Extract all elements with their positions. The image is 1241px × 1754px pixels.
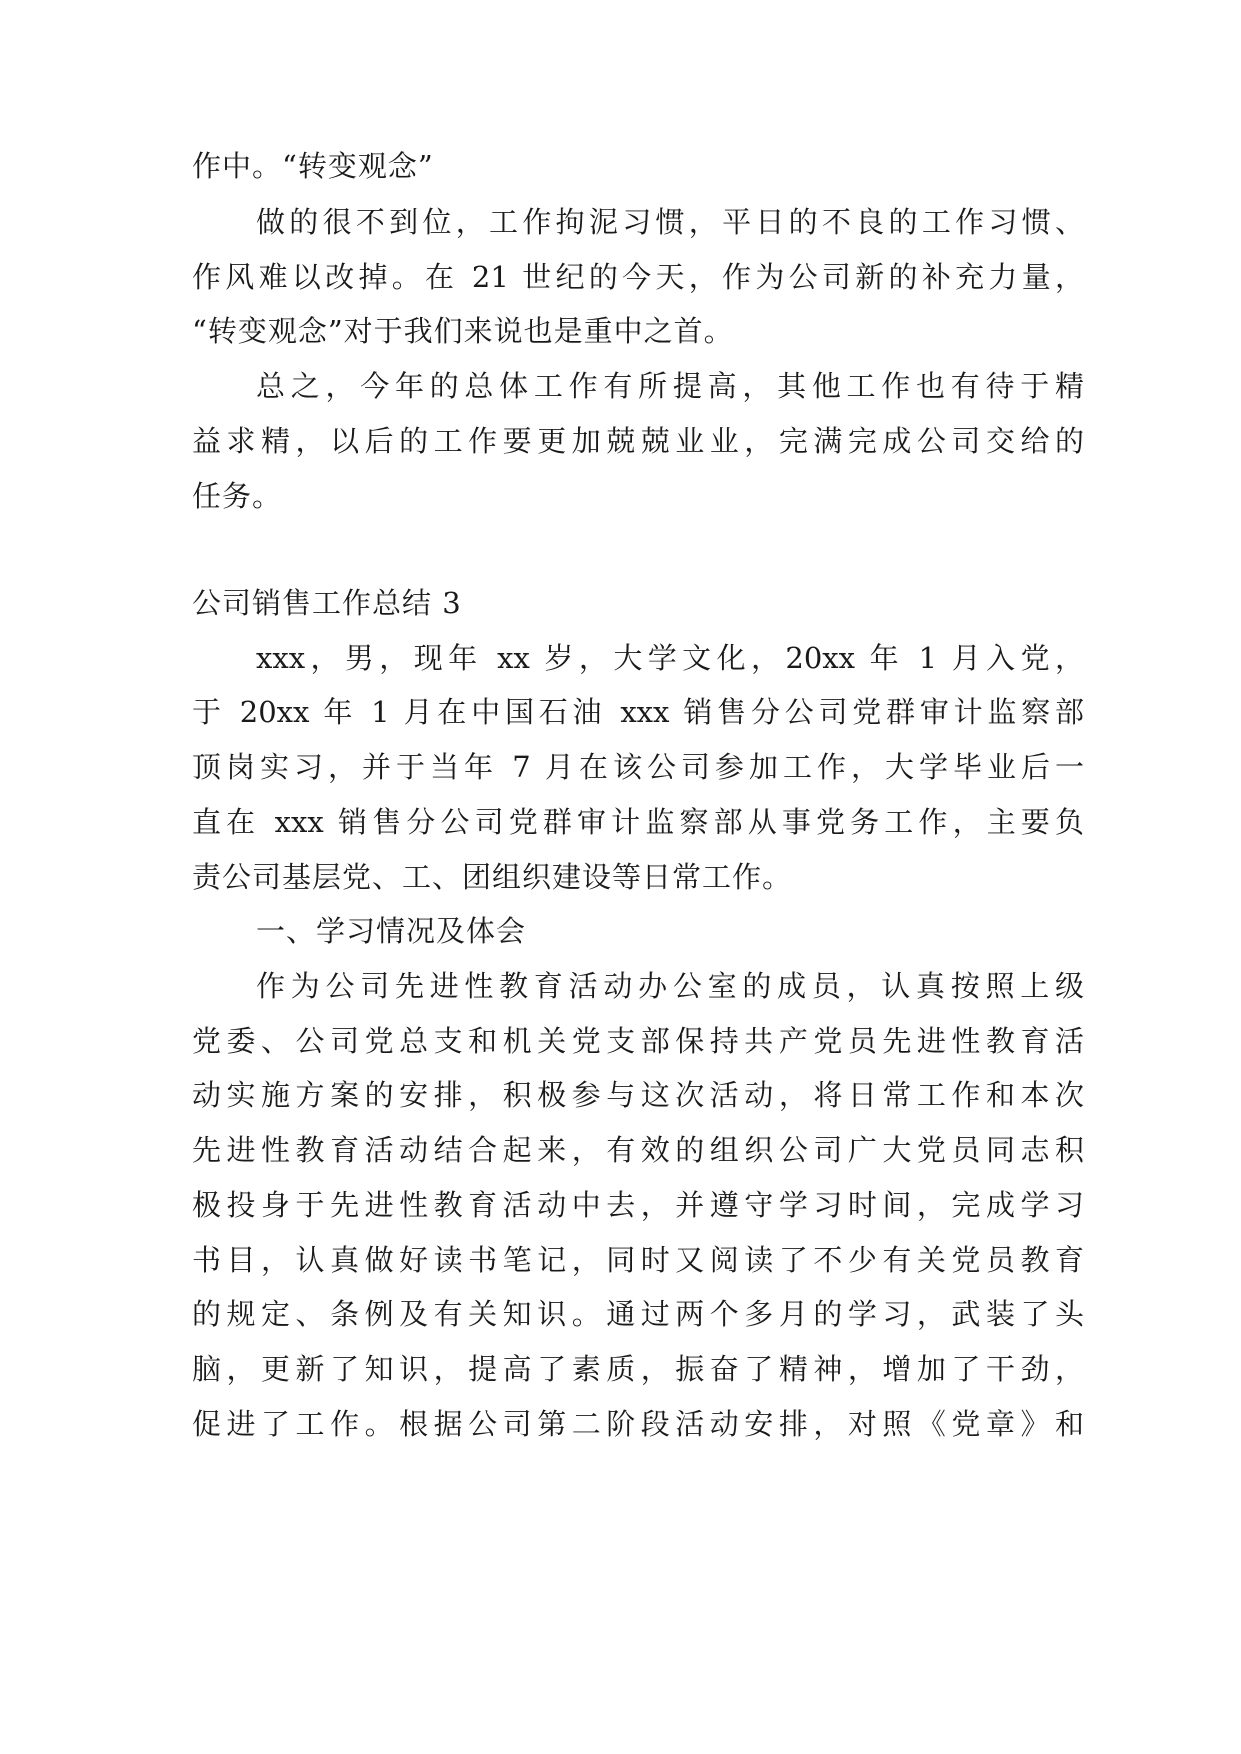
text-line: 作风难以改掉。在 21 世纪的今天，作为公司新的补充力量， xyxy=(192,260,1084,294)
text-line: 于 20xx 年 1 月在中国石油 xxx 销售分公司党群审计监察部 xyxy=(192,695,1084,729)
text-line: 党委、公司党总支和机关党支部保持共产党员先进性教育活 xyxy=(192,1024,1084,1058)
text-line: 作中。“转变观念” xyxy=(192,149,434,183)
text-line: 顶岗实习，并于当年 7 月在该公司参加工作，大学毕业后一 xyxy=(192,750,1084,784)
text-line: 责公司基层党、工、团组织建设等日常工作。 xyxy=(192,860,793,894)
text-line: 书目，认真做好读书笔记，同时又阅读了不少有关党员教育 xyxy=(192,1243,1084,1277)
text-line: 的规定、条例及有关知识。通过两个多月的学习，武装了头 xyxy=(192,1297,1084,1331)
text-line: 做的很不到位，工作拘泥习惯，平日的不良的工作习惯、 xyxy=(256,205,1084,239)
text-line: 益求精，以后的工作要更加兢兢业业，完满完成公司交给的 xyxy=(192,424,1084,458)
text-line: 先进性教育活动结合起来，有效的组织公司广大党员同志积 xyxy=(192,1133,1084,1167)
section-heading: 公司销售工作总结 3 xyxy=(192,586,462,620)
text-line: 极投身于先进性教育活动中去，并遵守学习时间，完成学习 xyxy=(192,1188,1084,1222)
text-line: 促进了工作。根据公司第二阶段活动安排，对照《党章》和 xyxy=(192,1407,1084,1441)
subheading: 一、学习情况及体会 xyxy=(256,914,527,948)
text-line: 动实施方案的安排，积极参与这次活动，将日常工作和本次 xyxy=(192,1078,1084,1112)
text-line: 总之，今年的总体工作有所提高，其他工作也有待于精 xyxy=(256,369,1084,403)
text-line: 作为公司先进性教育活动办公室的成员，认真按照上级 xyxy=(256,969,1084,1003)
text-line: “转变观念”对于我们来说也是重中之首。 xyxy=(192,314,734,348)
text-line: xxx，男，现年 xx 岁，大学文化，20xx 年 1 月入党， xyxy=(256,641,1084,675)
text-line: 任务。 xyxy=(192,479,283,513)
text-line: 直在 xxx 销售分公司党群审计监察部从事党务工作，主要负 xyxy=(192,805,1084,839)
text-line: 脑，更新了知识，提高了素质，振奋了精神，增加了干劲， xyxy=(192,1352,1084,1386)
